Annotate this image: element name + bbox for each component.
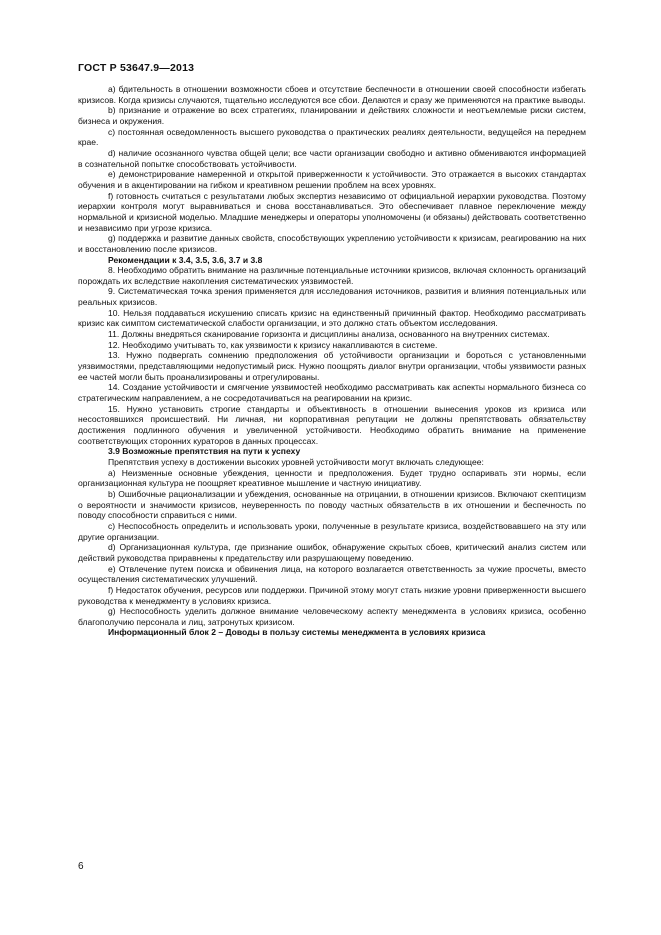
body-paragraph: a) Неизменные основные убеждения, ценности и предположения. Будет трудно оспаривать эти нормы, если организационная культура не поощряет креативное мышление и частную инициативу.	[78, 467, 586, 489]
body-paragraph: c) Неспособность определить и использовать уроки, полученные в результате кризиса, воздействовавшего на эту или другие организации.	[78, 520, 586, 542]
body-paragraph: d) наличие осознанного чувства общей цели; все части организации свободно и активно обмениваются информацией в сознательной попытке способствовать устойчивости.	[78, 147, 586, 169]
document-body	[78, 84, 586, 638]
body-paragraph: 9. Систематическая точка зрения применяется для исследования источников, развития и влияния потенциальных или реальных кризисов.	[78, 286, 586, 308]
body-paragraph: c) постоянная осведомленность высшего руководства о практических реалиях деятельности, ведущейся на переднем крае.	[78, 126, 586, 148]
body-paragraph: 15. Нужно установить строгие стандарты и объективность в отношении вынесения уроков из кризиса или несостоявшихся происшествий. Ни личная, ни корпоративная репутации не должны препятствовать обязательству достижения подлинного обучения и увеличенной устойчивости. Необходимо обратить внимание на применение соответствующих сторонних кураторов в данных процессах.	[78, 403, 586, 446]
body-paragraph: d) Организационная культура, где признание ошибок, обнаружение скрытых сбоев, критический анализ систем или действий руководства приравнены к предательству или разрушающему поведению.	[78, 542, 586, 563]
body-paragraph: b) Ошибочные рационализации и убеждения, основанные на отрицании, в отношении кризисов. Включают скептицизм о вероятности и значимости кризисов, неуверенность по поводу частных обязательств в их отношении и беспечность по поводу способности справиться с ними.	[78, 488, 586, 521]
body-paragraph: g) Неспособность уделить должное внимание человеческому аспекту менеджмента в условиях кризиса, особенно благополучию персонала и лиц, затронутых кризисом.	[78, 606, 586, 627]
body-paragraph: b) признание и отражение во всех стратегиях, планировании и действиях сложности и неотъемлемые риски систем, бизнеса и окружения.	[78, 105, 586, 126]
body-paragraph: 11. Должны внедряться сканирование горизонта и дисциплины анализа, основанного на внутренних системах.	[108, 329, 550, 340]
body-paragraph: 12. Необходимо учитывать то, как уязвимости к кризису накапливаются в системе.	[108, 339, 438, 350]
section-heading: 3.9 Возможные препятствия на пути к успеху	[108, 446, 301, 457]
section-heading: Рекомендации к 3.4, 3.5, 3.6, 3.7 и 3.8	[108, 254, 263, 265]
info-block-title: Информационный блок 2 – Доводы в пользу системы менеджмента в условиях кризиса	[108, 627, 486, 638]
body-paragraph: 14. Создание устойчивости и смягчение уязвимостей необходимо рассматривать как аспекты нормального бизнеса со стратегическим направлением, а не сосредотачиваться на реагировании на кризис.	[78, 382, 586, 404]
body-paragraph: e) демонстрирование намеренной и открытой приверженности к устойчивости. Это отражается в высоких стандартах обучения и в акцентировании на гибком и креативном решении проблем на всех уровнях.	[78, 169, 586, 190]
body-paragraph: a) бдительность в отношении возможности сбоев и отсутствие беспечности в отношении своей способности избегать кризисов. Когда кризисы случаются, тщательно исследуются все сбои. Делаются и сразу же применяются на практике выводы.	[78, 84, 586, 105]
body-paragraph: e) Отвлечение путем поиска и обвинения лица, на которого возлагается ответственность за чужие просчеты, вместо осуществления систематических улучшений.	[78, 563, 586, 585]
page-header-title: ГОСТ Р 53647.9—2013	[78, 62, 195, 74]
body-paragraph: f) Недостаток обучения, ресурсов или поддержки. Причиной этому могут стать низкие уровни приверженности высшего руководства к менеджменту в условиях кризиса.	[78, 584, 586, 606]
body-paragraph: g) поддержка и развитие данных свойств, способствующих укреплению устойчивости к кризисам, реагированию на них и восстановлению после кризисов.	[78, 233, 586, 254]
body-paragraph: f) готовность считаться с результатами любых экспертиз независимо от официальной иерархии руководства. Поэтому иерархии контроля могут выравниваться и снова восстанавливаться. Это обеспечивает плавное переключение между нормальной и кризисной моделью. Младшие менеджеры и операторы уполномочены (и обязаны) действовать соответственно и независимо при угрозе кризиса.	[78, 190, 586, 233]
body-paragraph: Препятствия успеху в достижении высоких уровней устойчивости могут включать следующее:	[108, 456, 484, 467]
body-paragraph: 10. Нельзя поддаваться искушению списать кризис на единственный причинный фактор. Необходимо рассматривать кризис как симптом систематической слабости организации, и это должно стать объектом исследования.	[78, 307, 586, 329]
body-paragraph: 8. Необходимо обратить внимание на различные потенциальные источники кризисов, включая склонность организаций порождать их вследствие накопления систематических уязвимостей.	[78, 265, 586, 286]
body-paragraph: 13. Нужно подвергать сомнению предположения об устойчивости организации и бороться с установленными уязвимостями, представляющими недопустимый риск. Нужно поощрять диалог внутри организации, чтобы уязвимости разных ее частей могли быть проанализированы и отрегулированы.	[78, 350, 586, 382]
page-number: 6	[78, 861, 84, 872]
